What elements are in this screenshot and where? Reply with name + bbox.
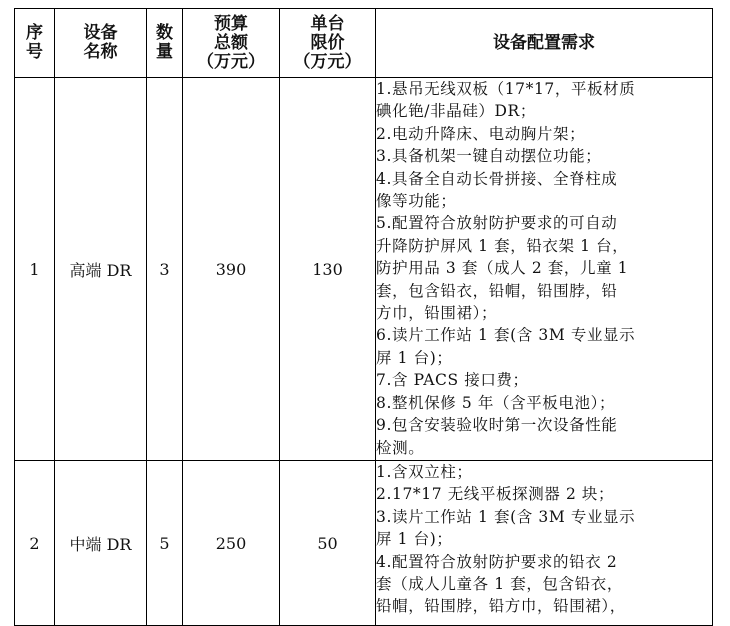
requirement-line: 铅帽，铅围脖，铅方巾，铅围裙）， [376, 597, 626, 616]
row-budget: 390 [183, 78, 280, 461]
requirement-line: 6.读片工作站 1 套(含 3M 专业显示 [376, 326, 636, 345]
table-row [15, 78, 713, 461]
requirement-line: 套（成人儿童各 1 套，包含铅衣， [376, 575, 623, 594]
row-requirements [376, 461, 713, 626]
requirement-line: 像等功能； [376, 192, 457, 211]
requirement-line: 9.包含安装验收时第一次设备性能 [376, 416, 618, 435]
row-unit-limit: 50 [280, 461, 376, 626]
requirement-line: 屏 1 台)； [376, 530, 453, 549]
requirement-line: 8.整机保修 5 年（含平板电池）； [376, 393, 616, 412]
requirement-line: 7.含 PACS 接口费； [376, 371, 529, 390]
header-budget: 预算 总额 （万元） [183, 9, 280, 78]
requirement-line: 5.配置符合放射防护要求的可自动 [376, 214, 618, 233]
equipment-spec-table [14, 8, 713, 626]
header-requirements: 设备配置需求 [376, 9, 713, 78]
requirement-line: 4.具备全自动长骨拼接、全脊柱成 [376, 169, 618, 188]
row-seq: 2 [15, 461, 55, 626]
requirement-line: 4.配置符合放射防护要求的铅衣 2 [376, 552, 618, 571]
requirement-line: 3.具备机架一键自动摆位功能； [376, 147, 602, 166]
requirement-line: 1.悬吊无线双板（17*17，平板材质 [376, 80, 636, 98]
table-row [15, 461, 713, 626]
requirement-line: 方巾，铅围裙）； [376, 304, 498, 323]
requirement-line: 1.含双立柱； [376, 463, 473, 481]
row-quantity: 5 [147, 461, 183, 626]
row-quantity: 3 [147, 78, 183, 461]
requirement-line: 防护用品 3 套（成人 2 套，儿童 1 [376, 259, 629, 278]
row-requirements [376, 78, 713, 461]
requirement-line: 屏 1 台)； [376, 348, 453, 367]
requirement-line: 2.电动升降床、电动胸片架； [376, 124, 586, 143]
row-equipment-name: 中端 DR [55, 461, 147, 626]
row-seq: 1 [15, 78, 55, 461]
requirement-line: 碘化铯/非晶硅）DR； [376, 102, 536, 121]
requirement-line: 3.读片工作站 1 套(含 3M 专业显示 [376, 507, 636, 526]
header-row [15, 9, 713, 78]
requirement-line: 套，包含铅衣，铅帽，铅围脖，铅 [376, 281, 618, 300]
header-seq: 序 号 [15, 9, 55, 78]
requirement-line: 升降防护屏风 1 套，铅衣架 1 台， [376, 236, 629, 255]
header-qty: 数 量 [147, 9, 183, 78]
requirement-line: 检测。 [376, 438, 425, 457]
header-unit-limit: 单台 限价 （万元） [280, 9, 376, 78]
header-name: 设备 名称 [55, 9, 147, 78]
requirement-line: 2.17*17 无线平板探测器 2 块； [376, 485, 615, 504]
row-budget: 250 [183, 461, 280, 626]
row-equipment-name: 高端 DR [55, 78, 147, 461]
row-unit-limit: 130 [280, 78, 376, 461]
